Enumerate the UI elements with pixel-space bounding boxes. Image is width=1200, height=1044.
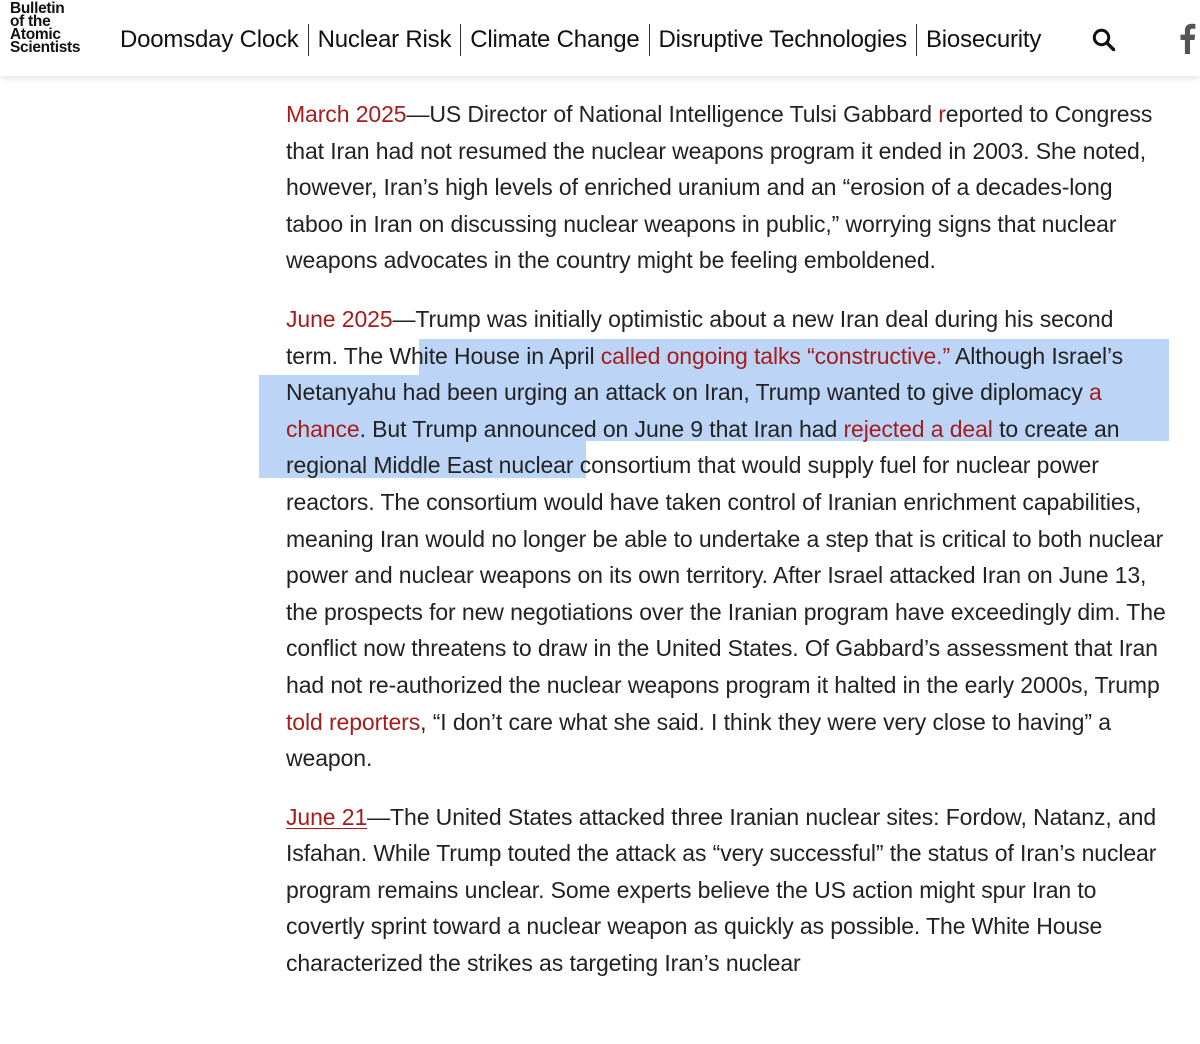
logo-line-1: Bulletin (10, 0, 65, 17)
paragraph-text: —The United States attacked three Iranian nuclear sites: Fordow, Natanz, and Isfahan. While Trump touted the attack as “very successful” the status of Iran’s nuclear program remains unclear. Some experts believe the US action might spur Iran to covertly sprint toward a nuclear weapon as quickly as possible. The White House characterized the strikes as targeting Iran’s nuclear (286, 803, 1157, 977)
paragraph-text: —Trump was initially optimistic about a new Iran deal during his second term. The White House in April (286, 305, 1114, 369)
main-nav (120, 22, 1050, 58)
date-link-june-2025[interactable]: June 2025 (286, 305, 393, 332)
nav-climate-change[interactable]: Climate Change (460, 24, 648, 56)
article-body (286, 96, 1166, 1004)
paragraph-june-21 (286, 799, 1166, 982)
facebook-icon[interactable] (1176, 22, 1200, 54)
date-link-june-21[interactable]: June 21 (286, 803, 368, 830)
paragraph-text: —US Director of National Intelligence Tulsi Gabbard (406, 101, 939, 127)
search-icon[interactable] (1091, 27, 1117, 53)
nav-disruptive-technologies[interactable]: Disruptive Technologies (649, 24, 916, 56)
paragraph-june-2025 (286, 301, 1166, 777)
paragraph-text: , “I don’t care what she said. I think they were very close to having” a weapon. (286, 708, 1111, 772)
paragraph-text: to create an regional Middle East nuclear consortium that would supply fuel for nuclear power reactors. The consortium would have taken control of Iranian enrichment capabilities, meaning Iran would no longer be able to undertake a step that is critical to both nuclear power and nuclear weapons on its own territory. After Israel attacked Iran on June 13, the prospects for new negotiations over the Iranian program have exceedingly dim. The conflict now threatens to draw in the United States. Of Gabbard’s assessment that Iran had not re-authorized the nuclear weapons program it halted in the early 2000s, Trump (286, 415, 1166, 698)
top-navigation-bar (0, 0, 1200, 76)
paragraph-text: . But Trump announced on June 9 that Iran had (359, 415, 844, 442)
logo-line-4: Scientists (10, 39, 81, 56)
told-reporters-link[interactable]: told reporters (286, 708, 421, 735)
logo-line-3: Atomic (10, 26, 61, 43)
reported-link[interactable]: r (938, 101, 946, 127)
paragraph-text: eported to Congress that Iran had not resumed the nuclear weapons program it ended in 2003. She noted, however, Iran’s high levels of enriched uranium and an “erosion of a decades-long taboo in Iran on discussing nuclear weapons in public,” worrying signs that nuclear weapons advocates in the country might be feeling emboldened. (286, 101, 1153, 274)
site-logo[interactable] (10, 2, 102, 54)
nav-nuclear-risk[interactable]: Nuclear Risk (308, 24, 461, 56)
nav-doomsday-clock[interactable]: Doomsday Clock (120, 26, 299, 53)
a-chance-link[interactable]: a chance (286, 379, 1102, 442)
logo-line-2: of the (10, 13, 51, 30)
date-link-march-2025[interactable]: March 2025 (286, 101, 407, 127)
paragraph-text: Although Israel’s Netanyahu had been urging an attack on Iran, Trump wanted to give diplomacy (286, 342, 1123, 406)
rejected-deal-link[interactable]: rejected a deal (843, 415, 993, 442)
constructive-talks-link[interactable]: called ongoing talks “constructive.” (600, 342, 951, 369)
nav-biosecurity[interactable]: Biosecurity (916, 24, 1050, 56)
paragraph-march-2025 (286, 96, 1166, 279)
